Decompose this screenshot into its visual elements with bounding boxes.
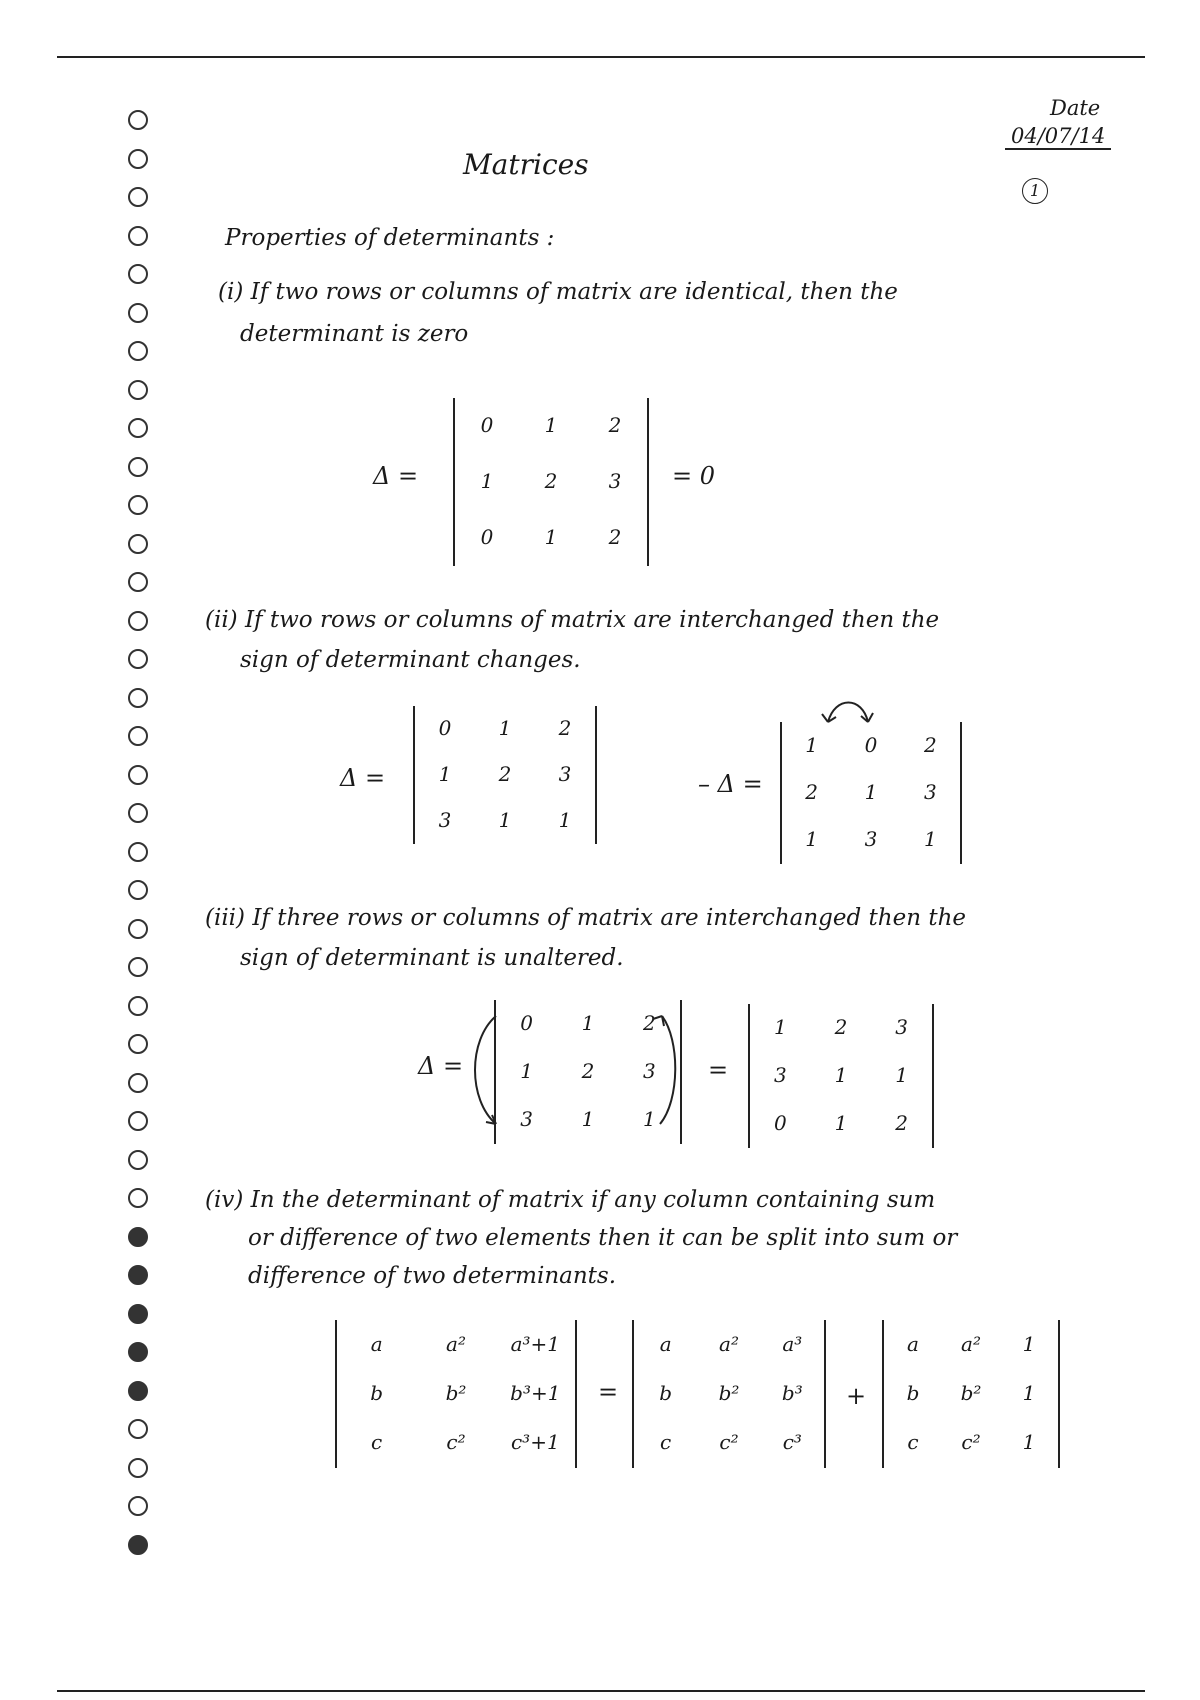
- matrix-cell: 1: [834, 1063, 848, 1087]
- matrix-cell: 2: [544, 469, 558, 493]
- matrix-cell: 1: [1022, 1331, 1036, 1356]
- matrix-cell: b: [659, 1381, 673, 1405]
- matrix-cell: 2: [581, 1059, 595, 1083]
- matrix-cell: 3: [864, 827, 878, 852]
- matrix-cell: c³+1: [510, 1430, 560, 1455]
- matrix-cell: 1: [923, 827, 937, 852]
- matrix-cell: 1: [581, 1011, 595, 1035]
- property-ii-line1: (ii) If two rows or columns of matrix are interchanged then the: [205, 607, 940, 633]
- section-heading: Properties of determinants :: [225, 225, 555, 251]
- page-title: Matrices: [463, 148, 589, 181]
- property-iii-delta: Δ =: [418, 1052, 464, 1080]
- matrix-cell: b³+1: [510, 1381, 561, 1405]
- matrix-cell: c³: [782, 1430, 802, 1455]
- matrix-cell: 1: [480, 469, 494, 493]
- matrix-cell: 3: [438, 808, 452, 832]
- matrix-cell: a²: [719, 1331, 739, 1356]
- matrix-cell: 1: [895, 1063, 909, 1087]
- matrix-cell: b: [370, 1381, 384, 1405]
- matrix-cell: 1: [498, 716, 512, 740]
- matrix-cell: 1: [1022, 1430, 1036, 1455]
- property-ii-delta-right: – Δ =: [698, 770, 763, 798]
- property-iv-determinant-a: [335, 1320, 577, 1468]
- matrix-cell: 1: [498, 808, 512, 832]
- matrix-cell: 3: [923, 780, 937, 804]
- matrix-cell: a: [659, 1331, 672, 1356]
- matrix-cell: c: [660, 1430, 672, 1455]
- property-iv-equals: =: [598, 1378, 619, 1406]
- matrix-cell: a²: [446, 1331, 466, 1356]
- property-i-line2: determinant is zero: [240, 321, 469, 347]
- matrix-cell: 2: [642, 1011, 656, 1035]
- property-iv-determinant-c: [882, 1320, 1060, 1468]
- matrix-cell: c: [371, 1430, 383, 1455]
- property-i-delta: Δ =: [373, 462, 419, 490]
- property-ii-line2: sign of determinant changes.: [240, 647, 581, 673]
- matrix-cell: 1: [642, 1107, 656, 1131]
- matrix-cell: 1: [520, 1059, 534, 1083]
- matrix-cell: 2: [608, 525, 622, 549]
- matrix-cell: 0: [773, 1111, 787, 1135]
- matrix-cell: a³: [782, 1331, 803, 1356]
- matrix-cell: 3: [608, 469, 622, 493]
- property-iv-determinant-b: [632, 1320, 826, 1468]
- property-iv-line2: or difference of two elements then it can be split into sum or: [248, 1225, 958, 1251]
- matrix-cell: b²: [960, 1381, 982, 1405]
- property-iii-line2: sign of determinant is unaltered.: [240, 945, 624, 971]
- matrix-cell: 1: [805, 732, 819, 757]
- matrix-cell: 2: [498, 762, 512, 786]
- matrix-cell: 1: [438, 762, 452, 786]
- matrix-cell: 1: [805, 827, 819, 852]
- matrix-cell: 3: [558, 762, 572, 786]
- matrix-cell: 1: [773, 1015, 787, 1039]
- matrix-cell: 3: [773, 1063, 787, 1087]
- property-iii-line1: (iii) If three rows or columns of matrix are interchanged then the: [205, 905, 967, 931]
- property-ii-delta-left: Δ =: [340, 764, 386, 792]
- matrix-cell: 2: [558, 716, 572, 740]
- matrix-cell: 0: [520, 1011, 534, 1035]
- property-i-line1: (i) If two rows or columns of matrix are identical, then the: [218, 279, 898, 305]
- property-iv-line3: difference of two determinants.: [248, 1263, 617, 1289]
- matrix-cell: a³+1: [510, 1331, 561, 1356]
- page-number: 1: [1022, 178, 1048, 204]
- matrix-cell: b²: [445, 1381, 467, 1405]
- property-i-result: = 0: [672, 462, 716, 490]
- matrix-cell: b³: [781, 1381, 803, 1405]
- matrix-cell: 2: [805, 780, 819, 804]
- matrix-cell: 1: [558, 808, 572, 832]
- matrix-cell: 3: [520, 1107, 534, 1131]
- matrix-cell: 1: [544, 525, 558, 549]
- property-iv-plus: +: [846, 1382, 867, 1410]
- matrix-cell: 0: [438, 716, 452, 740]
- matrix-cell: 2: [895, 1111, 909, 1135]
- matrix-cell: a: [370, 1331, 383, 1356]
- matrix-cell: c²: [719, 1430, 739, 1455]
- matrix-cell: 3: [895, 1015, 909, 1039]
- matrix-cell: b: [906, 1381, 920, 1405]
- matrix-cell: c²: [446, 1430, 466, 1455]
- matrix-cell: 1: [834, 1111, 848, 1135]
- matrix-cell: b²: [718, 1381, 740, 1405]
- date-label: Date: [1050, 96, 1101, 120]
- matrix-cell: 1: [864, 780, 878, 804]
- matrix-cell: c²: [961, 1430, 981, 1455]
- matrix-cell: 2: [923, 732, 937, 757]
- matrix-cell: 2: [608, 413, 622, 437]
- matrix-cell: 1: [1022, 1381, 1036, 1405]
- matrix-cell: a²: [961, 1331, 981, 1356]
- matrix-cell: 0: [480, 413, 494, 437]
- matrix-cell: 0: [864, 732, 878, 757]
- matrix-cell: 1: [581, 1107, 595, 1131]
- matrix-cell: a: [907, 1331, 919, 1356]
- matrix-cell: c: [907, 1430, 919, 1455]
- property-iv-line1: (iv) In the determinant of matrix if any column containing sum: [205, 1187, 936, 1213]
- matrix-cell: 1: [544, 413, 558, 437]
- property-iii-equals: =: [708, 1056, 729, 1084]
- matrix-cell: 0: [480, 525, 494, 549]
- matrix-cell: 2: [834, 1015, 848, 1039]
- date-value: 04/07/14: [1005, 124, 1111, 150]
- matrix-cell: 3: [642, 1059, 656, 1083]
